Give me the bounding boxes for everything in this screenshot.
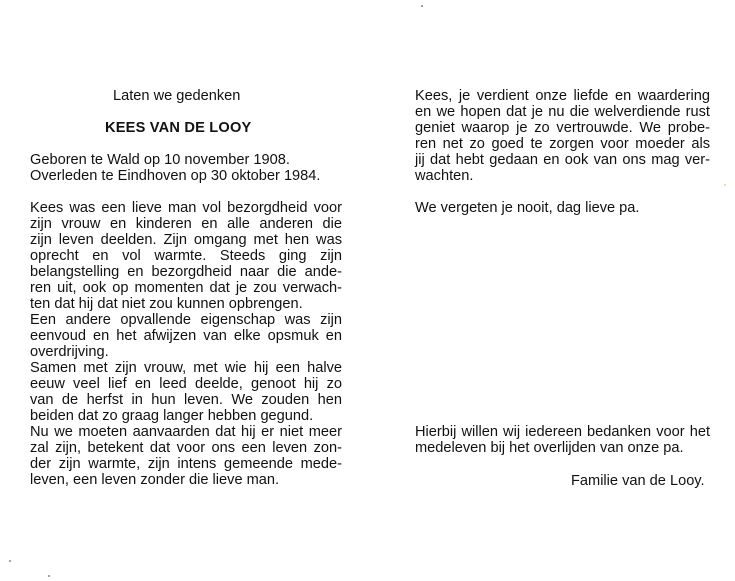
body-line: oprecht en vol warmte. Steeds ging zijn (30, 248, 342, 264)
tribute-line: en we hopen dat je nu die welverdiende rust (415, 104, 710, 120)
body-line: zal zijn, betekent dat voor ons een leven zon- (30, 440, 342, 456)
scan-speck (9, 560, 11, 562)
body-line: Samen met zijn vrouw, met wie hij een halve (30, 360, 342, 376)
body-line: Kees was een lieve man vol bezorgdheid voor (30, 200, 342, 216)
body-line: der zijn warmte, zijn intens gemeende mede- (30, 456, 342, 472)
body-line: eeuw veel lief en leed deelde, genoot hij zo (30, 376, 342, 392)
body-line: overdrijving. (30, 344, 109, 360)
body-line: zijn leven deelden. Zijn omgang met hen was (30, 232, 342, 248)
farewell-line: We vergeten je nooit, dag lieve pa. (415, 200, 640, 216)
body-line: beiden dat zo graag langer hebben gegund. (30, 408, 314, 424)
deceased-name: KEES VAN DE LOOY (105, 120, 252, 136)
birth-line: Geboren te Wald op 10 november 1908. (30, 152, 290, 168)
thanks-line: medeleven bij het overlijden van onze pa. (415, 440, 684, 456)
thanks-line: Hierbij willen wij iedereen bedanken voor het (415, 424, 710, 440)
body-line: zijn vrouw en kinderen en alle anderen die (30, 216, 342, 232)
scan-speck (724, 184, 726, 186)
tribute-line: geniet waarop je zo vertrouwde. We probe- (415, 120, 710, 136)
tribute-line: jij dat hebt gedaan en ook van ons mag ver- (415, 152, 710, 168)
body-line: van de herfst in hun leven. We zouden hen (30, 392, 342, 408)
body-line: eenvoud en het afwijzen van elke opsmuk en (30, 328, 342, 344)
tribute-line: ren net zo goed te zorgen voor moeder als (415, 136, 710, 152)
body-line: ten dat hij dat niet zou kunnen opbrengen. (30, 296, 303, 312)
scan-speck (421, 5, 423, 7)
body-line: belangstelling en bezorgdheid naar die ande- (30, 264, 342, 280)
scan-speck (48, 575, 50, 577)
body-line: Nu we moeten aanvaarden dat hij er niet meer (30, 424, 342, 440)
tribute-line: wachten. (415, 168, 474, 184)
body-line: ren uit, ook op momenten dat je zou verwach- (30, 280, 342, 296)
tribute-line: Kees, je verdient onze liefde en waardering (415, 88, 710, 104)
death-line: Overleden te Eindhoven op 30 oktober 1984. (30, 168, 321, 184)
body-line: leven, een leven zonder die lieve man. (30, 472, 280, 488)
intro-text: Laten we gedenken (113, 88, 241, 104)
body-line: Een andere opvallende eigenschap was zijn (30, 312, 342, 328)
family-signature: Familie van de Looy. (571, 473, 705, 489)
